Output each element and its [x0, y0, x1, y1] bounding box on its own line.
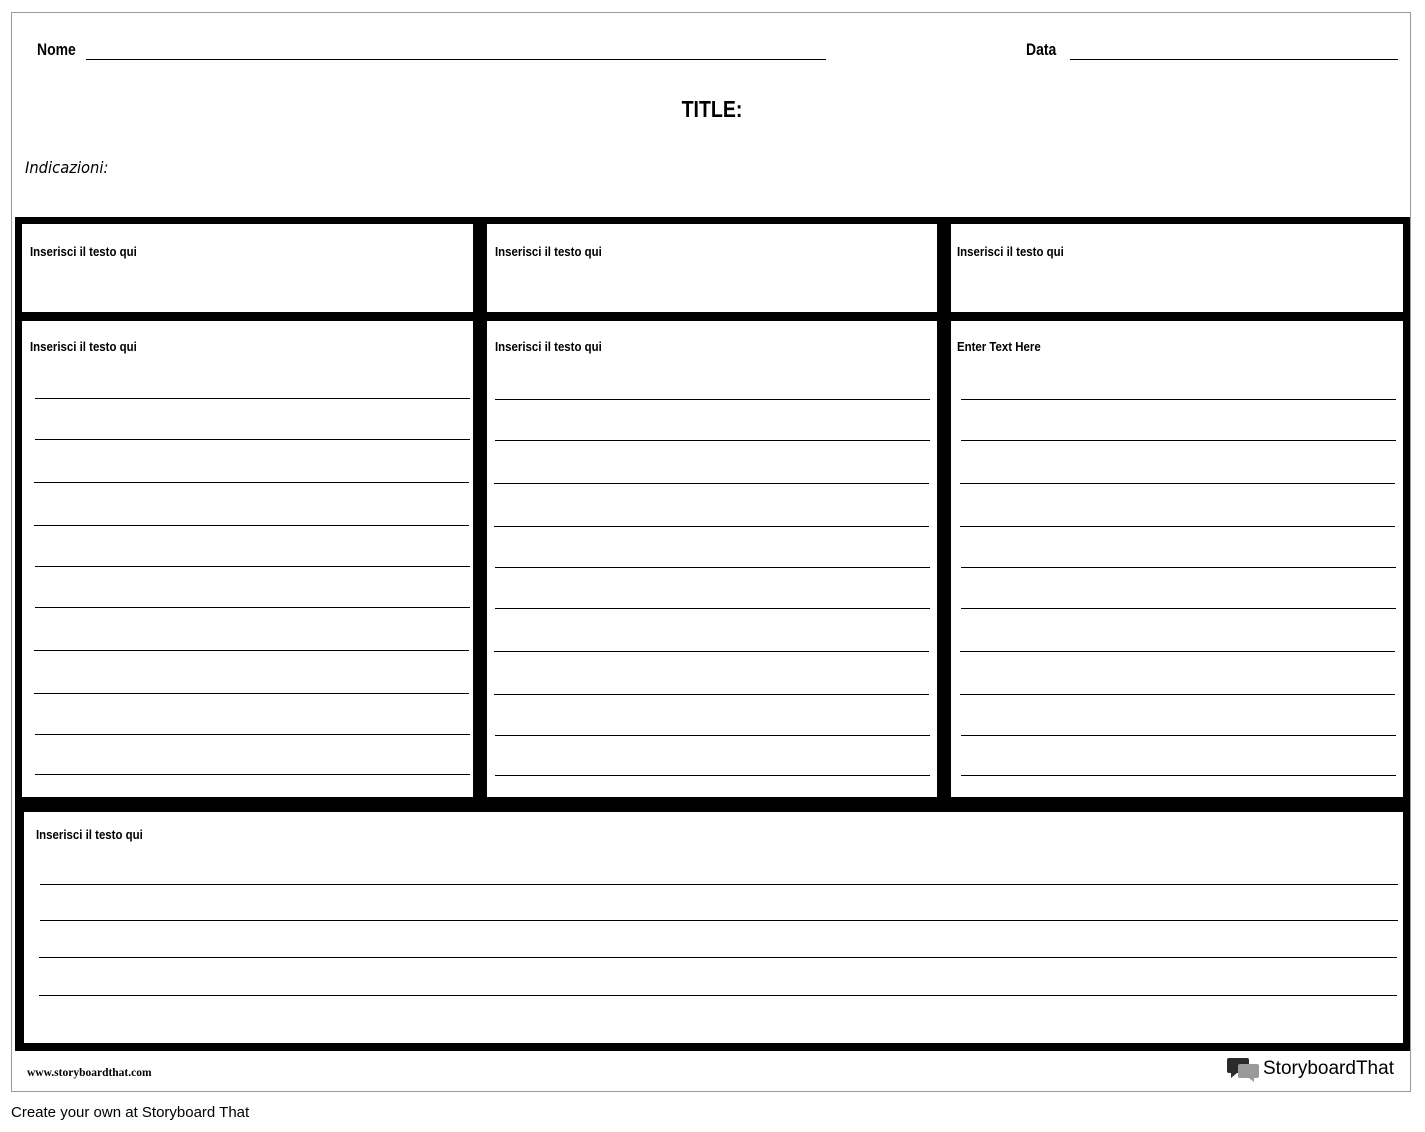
writing-line: [494, 483, 929, 484]
writing-line: [40, 920, 1398, 921]
writing-line: [39, 957, 1397, 958]
cell-label: Inserisci il testo qui: [495, 339, 602, 354]
name-label: Nome: [37, 40, 76, 59]
cell-label: Inserisci il testo qui: [36, 827, 143, 842]
cell-label: Inserisci il testo qui: [30, 244, 137, 259]
footer-url[interactable]: www.storyboardthat.com: [27, 1067, 152, 1079]
middle-cell-3[interactable]: [950, 320, 1404, 798]
writing-line: [961, 608, 1396, 609]
brand-name-that: That: [1355, 1058, 1394, 1079]
writing-line: [495, 735, 930, 736]
writing-line: [40, 884, 1398, 885]
cell-label: Enter Text Here: [957, 339, 1041, 354]
writing-line: [961, 399, 1396, 400]
writing-line: [960, 526, 1395, 527]
writing-line: [35, 566, 470, 567]
writing-line: [495, 608, 930, 609]
date-line: [1070, 59, 1398, 60]
create-your-own-link[interactable]: Create your own at Storyboard That: [11, 1104, 250, 1121]
writing-line: [35, 439, 470, 440]
writing-line: [35, 398, 470, 399]
writing-line: [34, 482, 469, 483]
writing-line: [494, 526, 929, 527]
middle-cell-2[interactable]: [486, 320, 938, 798]
directions-label: Indicazioni:: [25, 158, 109, 177]
writing-line: [494, 651, 929, 652]
top-cell-3[interactable]: [950, 223, 1404, 313]
writing-line: [960, 694, 1395, 695]
writing-line: [961, 775, 1396, 776]
brand-name-storyboard: Storyboard: [1263, 1058, 1356, 1079]
writing-line: [35, 607, 470, 608]
storyboardthat-logo[interactable]: [1227, 1055, 1394, 1083]
top-cell-2[interactable]: [486, 223, 938, 313]
writing-line: [495, 775, 930, 776]
cell-label: Inserisci il testo qui: [957, 244, 1064, 259]
date-label: Data: [1026, 40, 1057, 59]
name-line: [86, 59, 826, 60]
writing-line: [961, 567, 1396, 568]
writing-line: [961, 440, 1396, 441]
middle-cell-1[interactable]: [21, 320, 474, 798]
writing-line: [495, 440, 930, 441]
writing-line: [34, 650, 469, 651]
cell-label: Inserisci il testo qui: [495, 244, 602, 259]
writing-line: [495, 399, 930, 400]
speech-bubbles-icon: [1227, 1056, 1261, 1082]
writing-line: [34, 525, 469, 526]
writing-line: [960, 483, 1395, 484]
cell-label: Inserisci il testo qui: [30, 339, 137, 354]
writing-line: [494, 694, 929, 695]
writing-line: [35, 774, 470, 775]
worksheet-title: TITLE:: [681, 96, 743, 122]
top-cell-1[interactable]: [21, 223, 474, 313]
writing-line: [960, 651, 1395, 652]
bottom-cell[interactable]: [23, 811, 1404, 1044]
writing-line: [35, 734, 470, 735]
writing-line: [961, 735, 1396, 736]
writing-line: [39, 995, 1397, 996]
writing-line: [495, 567, 930, 568]
writing-line: [34, 693, 469, 694]
